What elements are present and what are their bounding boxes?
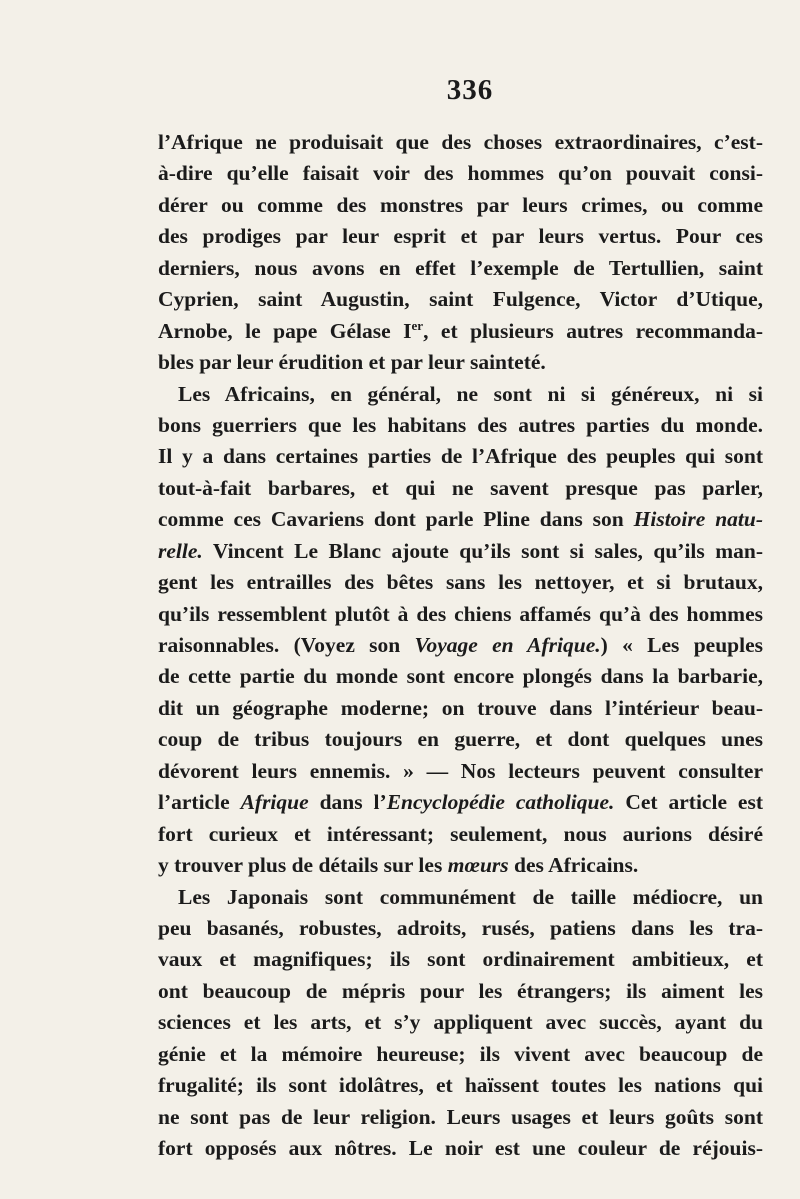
text-line: sciences et les arts, et s’y appliquent avec succès, ayant du: [158, 1010, 763, 1035]
text-line: gent les entrailles des bêtes sans les nettoyer, et si brutaux,: [158, 570, 763, 595]
text-line: tout-à-fait barbares, et qui ne savent presque pas parler,: [158, 475, 763, 500]
text-segment: comme ces Cavariens dont parle Pline dans son: [158, 507, 634, 532]
italic-title: Afrique: [240, 790, 309, 815]
superscript: er: [411, 317, 424, 333]
text-line: dévorent leurs ennemis. » — Nos lecteurs peuvent consulter: [158, 758, 763, 783]
text-line: bles par leur érudition et par leur sainteté.: [158, 350, 546, 375]
text-line: frugalité; ils sont idolâtres, et haïssent toutes les nations qui: [158, 1073, 763, 1098]
text-line: peu basanés, robustes, adroits, rusés, patiens dans les tra-: [158, 915, 763, 940]
text-line: [158, 787, 763, 818]
text-line: des prodiges par leur esprit et par leurs vertus. Pour ces: [158, 224, 763, 249]
text-line: coup de tribus toujours en guerre, et dont quelques unes: [158, 727, 763, 752]
text-line: fort opposés aux nôtres. Le noir est une couleur de réjouis-: [158, 1136, 763, 1160]
text-line: ne sont pas de leur religion. Leurs usages et leurs goûts sont: [158, 1104, 763, 1129]
text-line: ont beaucoup de mépris pour les étrangers; ils aiment les: [158, 978, 763, 1003]
text-line: à-dire qu’elle faisait voir des hommes qu’on pouvait consi-: [158, 161, 763, 186]
text-line: Les Japonais sont communément de taille médiocre, un: [178, 884, 763, 909]
italic-title: Voyage en Afrique.: [414, 633, 601, 657]
text-line: génie et la mémoire heureuse; ils vivent avec beaucoup de: [158, 1041, 763, 1066]
text-segment: ) « Les peuples: [600, 633, 763, 657]
page-number: 336: [446, 74, 494, 106]
text-line: derniers, nous avons en effet l’exemple de Tertullien, saint: [158, 255, 763, 280]
italic-title: Encyclopédie catholique.: [386, 790, 615, 815]
text-line: [158, 630, 763, 661]
text-segment: Vincent Le Blanc ajoute qu’ils sont si sales, qu’ils man-: [202, 538, 763, 563]
text-line: [158, 504, 763, 535]
italic-title: relle.: [158, 538, 203, 563]
text-line: dérer ou comme des monstres par leurs crimes, ou comme: [158, 192, 763, 217]
text-segment: Cet article est: [614, 790, 763, 815]
text-line: l’Afrique ne produisait que des choses extraordinaires, c’est-: [158, 130, 763, 154]
text-line: [158, 316, 763, 347]
text-line: [158, 536, 763, 567]
text-line: vaux et magnifiques; ils sont ordinairement ambitieux, et: [158, 947, 763, 972]
text-line: dit un géographe moderne; on trouve dans l’intérieur beau-: [158, 695, 763, 720]
text-line: de cette partie du monde sont encore plongés dans la barbarie,: [158, 664, 763, 689]
text-line: bons guerriers que les habitans des autres parties du monde.: [158, 412, 763, 437]
text-line: fort curieux et intéressant; seulement, nous aurions désiré: [158, 821, 763, 846]
text-segment: Arnobe, le pape Gélase I: [158, 318, 412, 343]
text-line: Cyprien, saint Augustin, saint Fulgence, Victor d’Utique,: [158, 287, 763, 312]
body-text: [158, 127, 763, 1164]
text-segment: l’article: [158, 790, 241, 815]
text-line: [158, 850, 763, 881]
text-segment: , et plusieurs autres recommanda-: [423, 318, 763, 343]
text-segment: y trouver plus de détails sur les: [158, 853, 448, 878]
text-line: Les Africains, en général, ne sont ni si généreux, ni si: [178, 381, 763, 406]
text-segment: dans l’: [308, 790, 387, 815]
text-line: Il y a dans certaines parties de l’Afrique des peuples qui sont: [158, 444, 763, 469]
italic-title: Histoire natu-: [633, 507, 763, 532]
italic-word: mœurs: [447, 853, 509, 878]
text-segment: des Africains.: [508, 853, 639, 878]
text-line: qu’ils ressemblent plutôt à des chiens affamés qu’à des hommes: [158, 601, 763, 626]
text-segment: raisonnables. (Voyez son: [158, 633, 415, 657]
